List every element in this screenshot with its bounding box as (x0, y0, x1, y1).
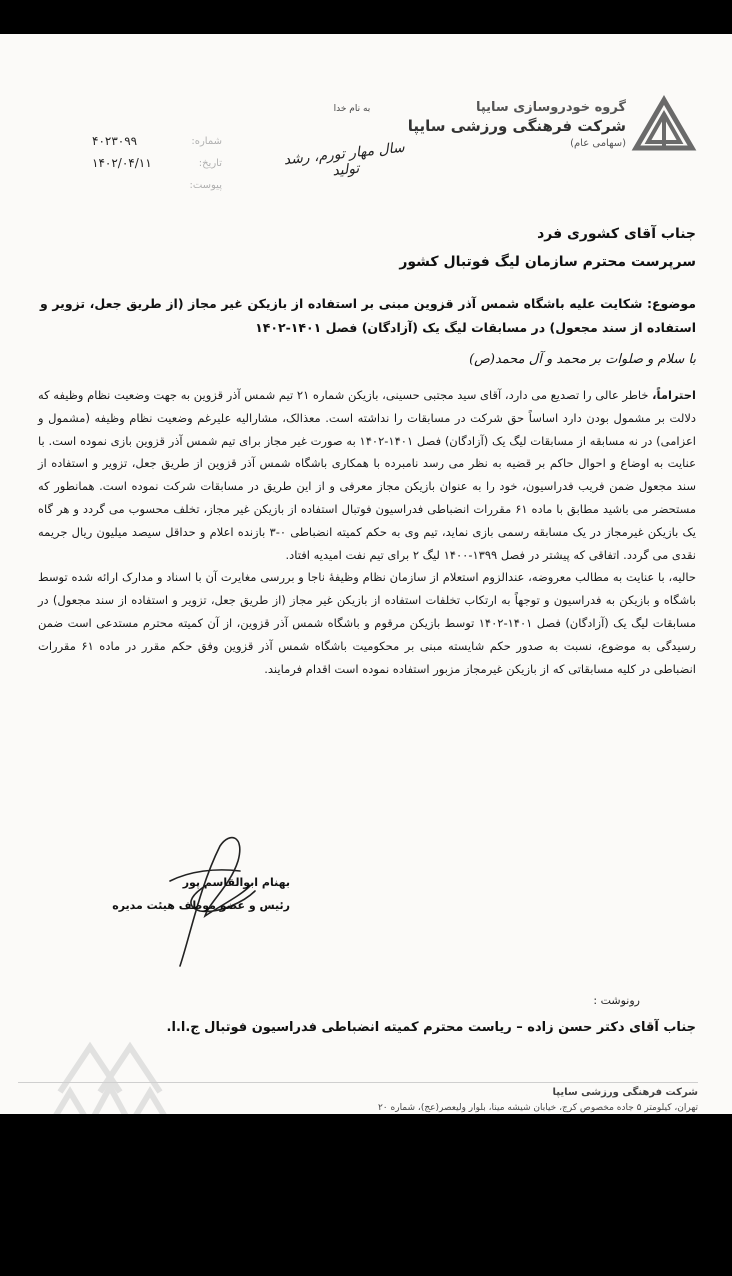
org-type: (سهامی عام) (570, 138, 626, 149)
org-name: شرکت فرهنگی ورزشی سایپا (407, 117, 626, 135)
meta-number-row (92, 130, 222, 152)
letter-page (0, 34, 732, 1114)
letter-footer (18, 1082, 698, 1113)
letter-attachment-label: پیوست: (189, 179, 222, 191)
addressee-position: سرپرست محترم سازمان لیگ فوتبال کشور (399, 254, 696, 270)
signer-position: رئیس و عضو موظف هیئت مدیره (112, 899, 290, 912)
meta-attachment-row (92, 174, 222, 196)
letter-number-label: شماره: (191, 135, 222, 147)
signer-block (112, 876, 290, 912)
bename-block (292, 104, 412, 114)
footer-company: شرکت فرهنگی ورزشی سایپا (552, 1087, 698, 1098)
body-paragraph-1 (38, 384, 696, 566)
body-paragraph-2: حالیه، با عنایت به مطالب معروضه، عندالزوم استعلام از سازمان نظام وظیفهٔ ناجا و بررسی مغایرت آن با اسناد و مدارک ارائه شده توسط باشگاه و بازیکن به فدراسیون و توجهاً به ارتکاب تخلفات استفاده از بازیکن غیر مجاز (از طریق جعل، تزویر و استفاده از سند مجعول) در مسابقات لیگ یک (آزادگان) فصل ۱۴۰۱-۱۴۰۲ توسط بازیکن مرقوم و باشگاه شمس آذر قزوین، از آن کمیته محترم مستدعی است ضمن رسیدگی به موضوع، نسبت به صدور حکم شایسته مبنی بر محکومیت باشگاه شمس آذر قزوین وفق حکم مقرر در ماده ۶۱ مقررات انضباطی در کلیه مسابقاتی که از بازیکن غیرمجاز مزبور استفاده نموده است اقدام فرمایند. (38, 570, 697, 676)
letter-body (38, 384, 696, 680)
addressee-block (96, 226, 696, 270)
body-paragraph-1-text: خاطر عالی را تصدیع می دارد، آقای سید مجتبی حسینی، بازیکن شماره ۲۱ تیم شمس آذر قزوین به جهت وضعیت نظام وظیفه که دلالت بر مشمول بودن دارد اساساً حق شرکت در مسابقات را نداشته است. معذالک، مشارالیه علیرغم وضعیت نظام وظیفه (مشمول و اعزامی) در نه مسابقه از مسابقات لیگ یک (آزادگان) فصل ۱۴۰۱-۱۴۰۲ به صورت غیر مجاز برای تیم شمس آذر قزوین بازی نموده است. با عنایت به اوضاع و احوال حاکم بر قضیه به نظر می رسد نامبرده با همکاری باشگاه شمس آذر قزوین از طریق جعل، تزویر و استفاده از سند مجعول ضمن فریب فدراسیون، خود را به عنوان بازیکن مجاز معرفی و از این طریق در مسابقات شرکت نموده است. همانطور که مستحضر می باشید مطابق با ماده ۶۱ مقررات انضباطی فدراسیون فوتبال استفاده از بازیکن غیر مجاز، تخلف محسوب می گردد و هر گاه یک بازیکن غیرمجاز در یک مسابقه رسمی بازی نماید، تیم وی به حکم کمیته انضباطی ۰-۳ بازنده اعلام و حداقل سیصد میلیون ریال جریمه نقدی می گردد. اتفاقی که پیشتر در فصل ۱۳۹۹-۱۴۰۰ لیگ ۲ برای تیم نفت امیدیه افتاد. (38, 388, 697, 562)
letter-number: ۴۰۲۳۰۹۹ (92, 134, 138, 148)
meta-date-row (92, 152, 222, 174)
cc-label: رونوشت : (593, 994, 640, 1007)
addressee-name: جناب آقای کشوری فرد (537, 226, 696, 242)
bottom-black-band (0, 1114, 732, 1276)
bename-text: به نام خدا (333, 104, 371, 114)
letter-date: ۱۴۰۲/۰۴/۱۱ (92, 156, 152, 170)
letter-subject: موضوع: شکایت علیه باشگاه شمس آذر قزوین مبنی بر استفاده از بازیکن غیر مجاز (از طریق جعل، تزویر و استفاده از سند مجعول) در مسابقات لیگ یک (آزادگان) فصل ۱۴۰۱-۱۴۰۲ (40, 296, 696, 335)
signer-name: بهنام ابوالقاسم پور (182, 876, 290, 889)
letter-greeting: با سلام و صلوات بر محمد و آل محمد(ص) (469, 352, 696, 367)
cc-recipient: جناب آقای دکتر حسن زاده – ریاست محترم کمیته انضباطی فدراسیون فوتبال ج.ا.ا. (166, 1020, 696, 1035)
saipa-logo-icon (632, 96, 696, 160)
footer-address: تهران، کیلومتر ۵ جاده مخصوص کرج، خیابان شیشه مینا، بلوار ولیعصر(عج)، شماره ۲۰ (377, 1103, 698, 1113)
letter-date-label: تاریخ: (198, 157, 222, 169)
body-lead: احتراماً، (652, 388, 696, 402)
letter-meta (92, 130, 222, 196)
organization-header (408, 100, 626, 149)
top-black-band (0, 0, 732, 34)
org-group: گروه خودروسازی سایپا (475, 100, 626, 115)
year-slogan: سال مهار تورم، رشد تولید (282, 139, 406, 180)
